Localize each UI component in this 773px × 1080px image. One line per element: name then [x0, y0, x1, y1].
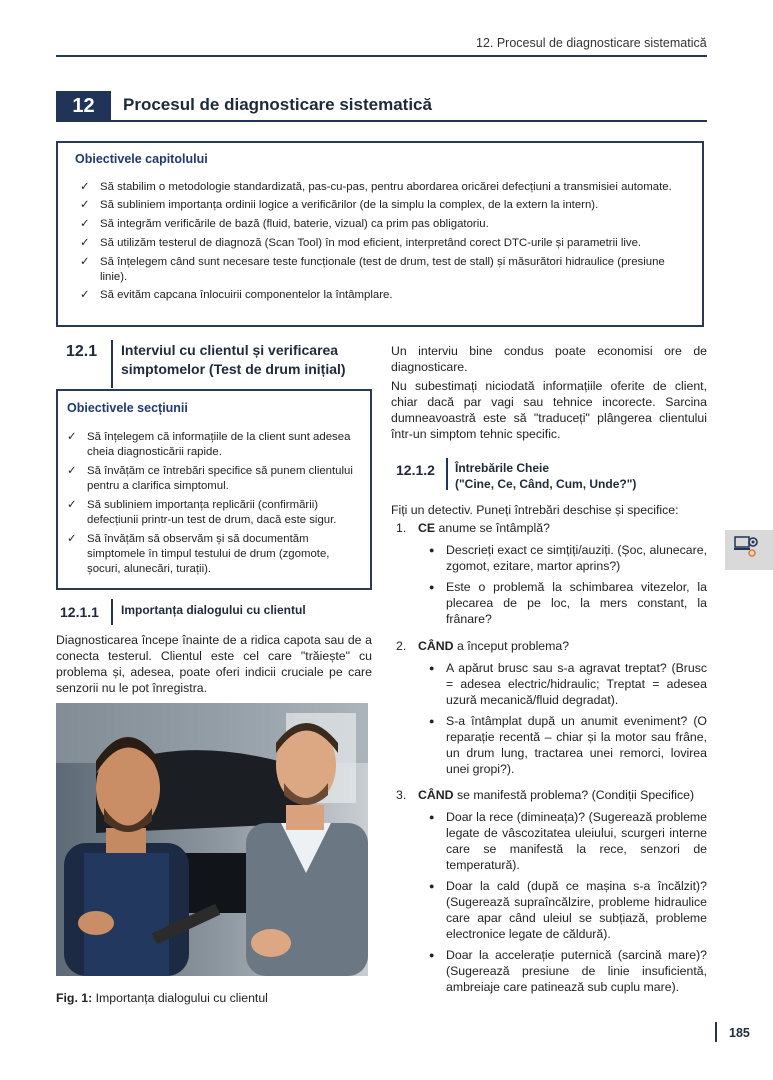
bullet-list [446, 660, 707, 782]
running-header: 12. Procesul de diagnosticare sistematică [476, 36, 707, 50]
header-rule [56, 55, 707, 57]
question-text: CÂND se manifestă problema? (Condiții Specifice) [418, 788, 695, 802]
check-icon: ✓ [67, 465, 77, 477]
question-text: CE anume se întâmplă? [418, 521, 550, 535]
chapter-objectives-list [80, 180, 690, 303]
list-item: ● S-a întâmplat după un anumit eveniment? (O reparație recentă – chiar și la motor sau frâne, un drum lung, tractarea unei remorci, lovirea unei gropi?). [446, 713, 707, 777]
check-icon: ✓ [67, 431, 77, 443]
list-item: ✓ Să stabilim o metodologie standardizată, pas-cu-pas, pentru abordarea oricărei defecțiuni a transmisiei automate. [80, 181, 672, 193]
question-number: 1. [396, 521, 407, 535]
list-item: ✓ Să evităm capcana înlocuirii componentelor la întâmplare. [80, 289, 393, 301]
body-paragraph: Un interviu bine condus poate economisi ore de diagnosticare. [391, 344, 707, 374]
list-item: ● Doar la accelerație puternică (sarcină mare)? (Sugerează presiune de linie insuficientă, ambreiaje care patinează sub cuplu mare). [446, 947, 707, 995]
list-item: ✓ Să subliniem importanța replicării (confirmării) defecțiunii printr-un test de drum, dacă este sigur. [67, 499, 337, 526]
list-item: ● Descrieți exact ce simțiți/auziți. (Șoc, alunecare, zgomot, ezitare, martor aprins?) [446, 542, 707, 574]
check-icon: ✓ [80, 181, 90, 193]
figure-label: Fig. 1: [56, 991, 93, 1005]
list-item: ✓ Să înțelegem când sunt necesare teste funcționale (test de drum, test de stall) și măsurători hidraulice (presiune linie). [80, 256, 665, 283]
subsection-title [455, 460, 636, 492]
figure-photo [56, 703, 368, 976]
list-item: ✓ Să subliniem importanța ordinii logice a verificărilor (de la simplu la complex, de la extern la intern). [80, 199, 599, 211]
list-item: ✓ Să învățăm ce întrebări specifice să punem clientului pentru a clarifica simptomul. [67, 465, 353, 492]
subsection-title-line: ("Cine, Ce, Când, Cum, Unde?") [455, 477, 637, 491]
list-item: ● Doar la rece (dimineața)? (Sugerează probleme legate de vâscozitatea uleiului, scurgeri interne care se manifestă la rece, senzori de temperatură). [446, 809, 707, 873]
chapter-objectives-title: Obiectivele capitolului [75, 152, 208, 166]
bullet-list [446, 542, 707, 632]
page-number-divider [715, 1022, 717, 1042]
bullet-list [446, 809, 707, 1000]
check-icon: ✓ [67, 499, 77, 511]
mechanic-client-illustration [56, 703, 368, 976]
check-icon: ✓ [80, 237, 90, 249]
page-number: 185 [729, 1026, 750, 1040]
section-number: 12.1 [66, 343, 98, 360]
check-icon: ✓ [80, 256, 90, 268]
question-number: 3. [396, 788, 407, 802]
figure-caption-text: Importanța dialogului cu clientul [95, 991, 268, 1005]
section-title: Interviul cu clientul și verificarea simptomelor (Test de drum inițial) [121, 342, 346, 377]
section-objectives-title: Obiectivele secțiunii [67, 401, 188, 415]
subsection-number: 12.1.2 [396, 462, 435, 478]
subsection-number: 12.1.1 [60, 604, 99, 620]
chapter-rule [111, 120, 707, 122]
question-number: 2. [396, 639, 407, 653]
subsection-divider [446, 458, 448, 490]
list-item: ● Doar la cald (după ce mașina s-a încălzit)? (Sugerează supraîncălzire, probleme hidraulice care apar când uleiul se subțiază, probleme electronice legate de căldură). [446, 878, 707, 942]
list-item: ● A apărut brusc sau s-a agravat treptat? (Brusc = adesea electric/hidraulic; Treptat = adesea uzură mecanică/fluid degradat). [446, 660, 707, 708]
list-item: ✓ Să înțelegem că informațiile de la client sunt adesea cheia diagnosticării rapide. [67, 431, 351, 458]
section-objectives-list [67, 430, 363, 577]
chapter-number: 12 [56, 91, 111, 122]
list-item: ✓ Să utilizăm testerul de diagnoză (Scan Tool) în mod eficient, interpretând corect DTC-urile și parametrii live. [80, 237, 642, 249]
list-item: ✓ Să învățăm să observăm și să documentăm simptomele în timpul testului de drum (zgomote, șocuri, alunecări, turații). [67, 533, 330, 575]
subsection-divider [111, 599, 113, 625]
check-icon: ✓ [80, 218, 90, 230]
check-icon: ✓ [80, 289, 90, 301]
check-icon: ✓ [80, 199, 90, 211]
list-item: ✓ Să integrăm verificările de bază (fluid, baterie, vizual) ca prim pas obligatoriu. [80, 218, 489, 230]
subsection-title: Importanța dialogului cu clientul [121, 603, 306, 617]
chapter-title: Procesul de diagnosticare sistematică [123, 95, 432, 114]
figure-caption [56, 991, 268, 1005]
list-item: ● Este o problemă la schimbarea vitezelor, la plecarea de pe loc, la mers constant, la frânare? [446, 579, 707, 627]
body-paragraph: Fiți un detectiv. Puneți întrebări deschise și specifice: [391, 503, 679, 517]
question-text: CÂND a început problema? [418, 639, 570, 653]
section-divider [111, 340, 113, 388]
subsection-title-line: Întrebările Cheie [455, 461, 550, 475]
check-icon: ✓ [67, 533, 77, 545]
body-paragraph: Nu subestimați niciodată informațiile oferite de client, chiar dacă par vagi sau tehnice incorecte. Sarcina dumneavoastră este să "traduceți" plângerea clientului într-un simptom tehnic specific. [391, 379, 707, 441]
body-paragraph: Diagnosticarea începe înainte de a ridica capota sau de a conecta testerul. Clientul este cel care "trăiește" cu problema și, adesea, poate oferi indicii cruciale pe care senzorii nu le pot înregistra. [56, 633, 372, 695]
gears-laptop-icon [734, 533, 756, 559]
